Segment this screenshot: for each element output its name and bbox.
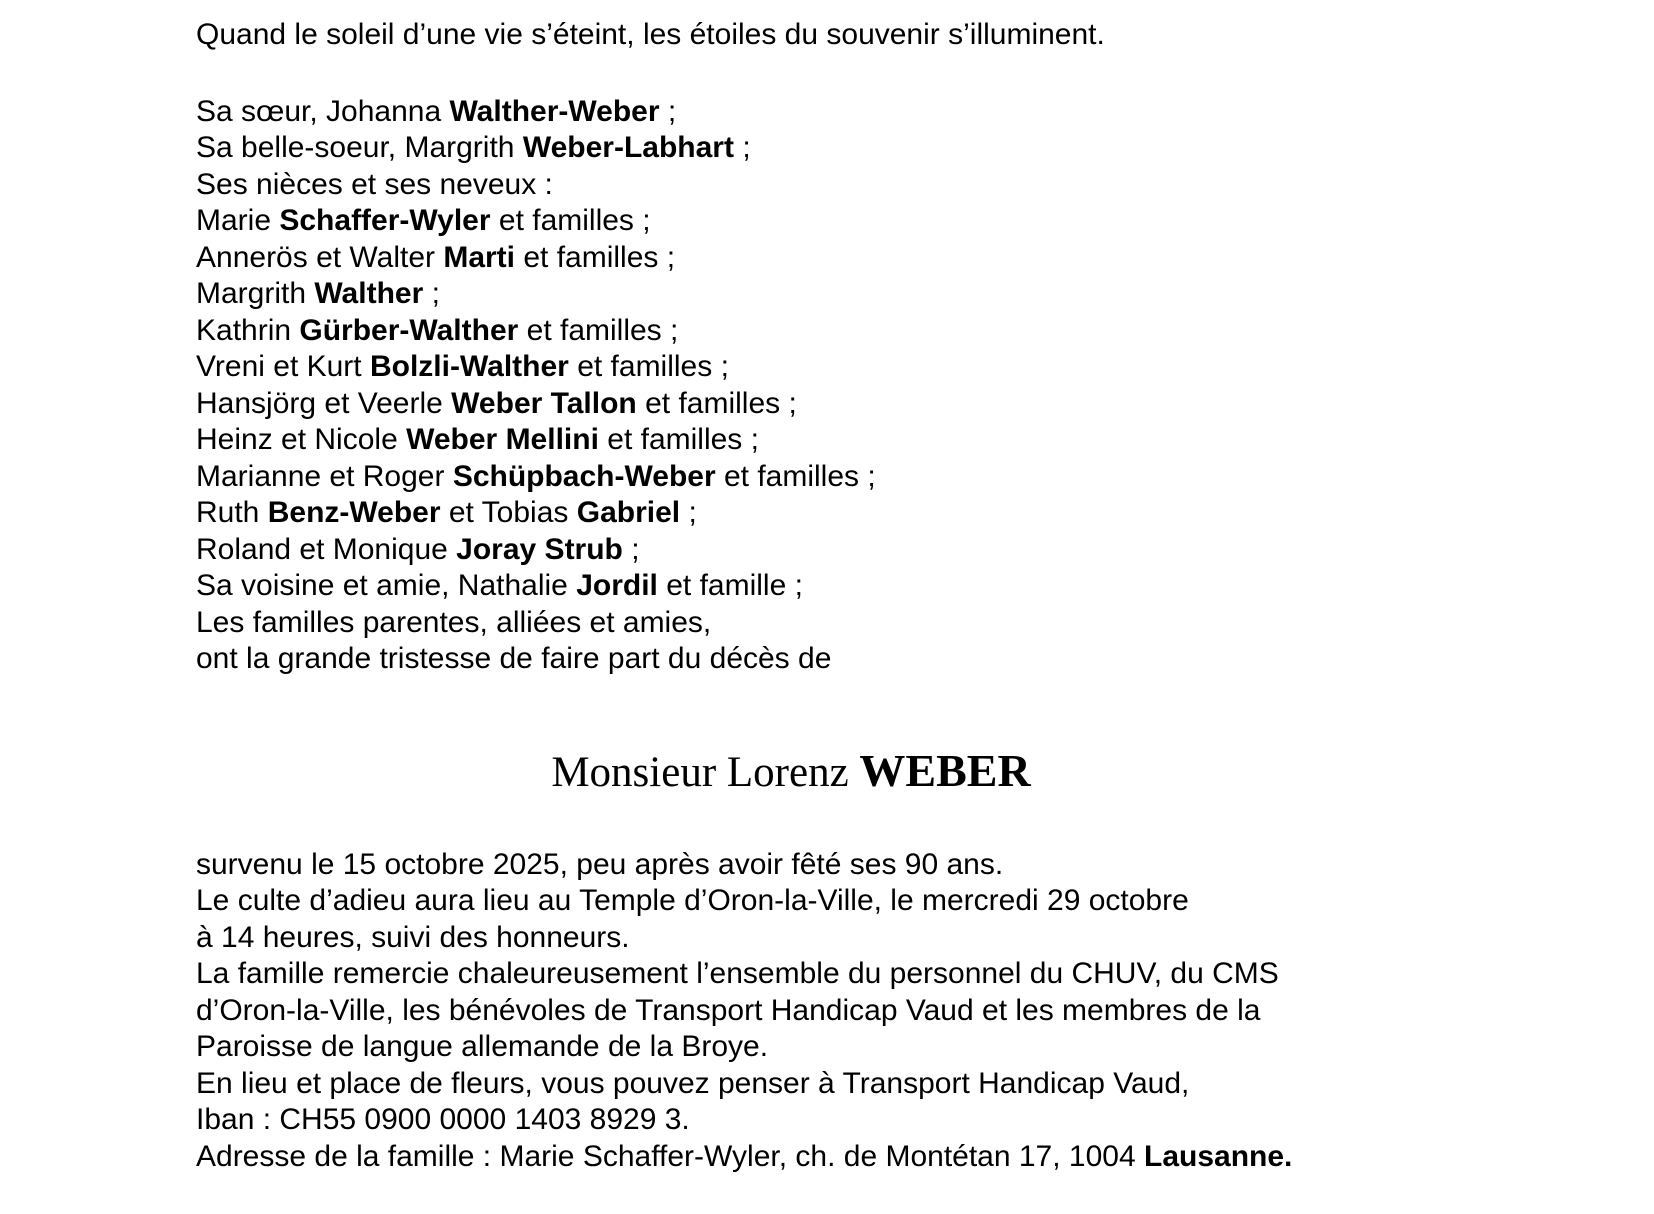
text-run: d’Oron-la-Ville, les bénévoles de Transport Handicap Vaud et les membres de la [196,993,1261,1027]
detail-line [196,920,1386,957]
text-run: Roland et Monique [196,532,457,566]
text-run: Marianne et Roger [196,459,453,493]
detail-line [196,993,1386,1030]
family-name-bold: Weber Mellini [406,423,599,456]
text-run: Sa belle-soeur, Margrith [196,131,523,164]
family-name-bold: Gürber-Walther [299,313,519,347]
mourner-line [196,605,1386,642]
detail-line [196,1102,1386,1139]
mourner-line [196,568,1386,605]
epigraph-line: Quand le soleil d’une vie s’éteint, les étoiles du souvenir s’illuminent. [196,18,1105,51]
text-run: En lieu et place de fleurs, vous pouvez penser à Transport Handicap Vaud, [196,1066,1190,1100]
document-content [196,17,1386,1175]
deceased-surname: WEBER [859,744,1031,796]
text-run: Heinz et Nicole [196,423,407,456]
detail-bold: Lausanne. [1144,1139,1293,1173]
text-run: et familles ; [636,386,797,420]
mourner-line [196,349,1386,386]
mourner-line [196,203,1386,240]
mourner-line [196,641,1386,678]
text-run: La famille remercie chaleureusement l’ensemble du personnel du CHUV, du CMS [196,957,1279,990]
mourner-line [196,240,1386,277]
mourner-line [196,532,1386,569]
detail-line [196,1139,1386,1176]
text-run: et Tobias [440,496,577,529]
text-run: et familles ; [568,350,729,383]
mourner-line [196,459,1386,496]
text-run: Paroisse de langue allemande de la Broye. [196,1030,769,1063]
mourner-line [196,130,1386,167]
detail-line [196,1066,1386,1103]
text-run: et famille ; [657,569,803,602]
family-name-bold: Marti [443,240,516,274]
mourner-line [196,167,1386,204]
text-run: et familles ; [598,423,759,456]
text-run: ; [733,131,751,164]
text-run: Sa sœur, Johanna [196,94,450,128]
text-run: et familles ; [715,459,876,493]
family-name-bold: Jordil [576,569,658,602]
mourner-line [196,313,1386,350]
text-run: Iban : CH55 0900 0000 1403 8929 3. [196,1103,690,1136]
funeral-details [196,847,1386,1176]
text-run: Margrith [196,277,315,310]
mourner-line [196,94,1386,131]
title-text-run: Monsieur Lorenz [551,748,860,796]
detail-line [196,847,1386,884]
family-name-bold: Weber Tallon [451,386,637,420]
family-name-bold: Walther [314,277,424,310]
mourner-line [196,386,1386,423]
text-run: Les familles parentes, alliées et amies, [196,605,712,639]
mourner-line [196,495,1386,532]
deceased-name-title [196,746,1386,798]
text-run: Sa voisine et amie, Nathalie [196,569,577,602]
family-name-bold: Schüpbach-Weber [452,459,716,493]
text-run: à 14 heures, suivi des honneurs. [196,920,630,954]
detail-line [196,956,1386,993]
text-run: ; [680,496,697,529]
text-run: Le culte d’adieu aura lieu au Temple d’Oron-la-Ville, le mercredi 29 octobre [196,884,1189,917]
text-run: Hansjörg et Veerle [196,386,452,420]
text-run: Adresse de la famille : Marie Schaffer-Wyler, ch. de Montétan 17, 1004 [196,1139,1144,1173]
family-name-bold: Bolzli-Walther [369,350,569,383]
text-run: survenu le 15 octobre 2025, peu après avoir fêté ses 90 ans. [196,847,1004,881]
family-name-bold: Gabriel [576,496,681,529]
text-run: Vreni et Kurt [196,350,370,383]
text-run: ; [659,94,677,128]
mourners-list [196,94,1386,678]
text-run: ; [622,532,640,566]
text-run: Annerös et Walter [196,240,444,274]
text-run: Ses nièces et ses neveux : [196,167,553,201]
detail-line [196,1029,1386,1066]
family-name-bold: Benz-Weber [267,496,441,529]
text-run: Marie [196,204,280,237]
text-run: Ruth [196,496,268,529]
text-run: et familles ; [518,313,679,347]
text-run: ; [423,277,440,310]
mourner-line [196,422,1386,459]
text-run: ont la grande tristesse de faire part du décès de [196,642,832,675]
detail-line [196,883,1386,920]
family-name-bold: Joray Strub [456,532,623,566]
text-run: Kathrin [196,313,300,347]
family-name-bold: Schaffer-Wyler [279,204,491,237]
family-name-bold: Walther-Weber [449,94,660,128]
family-name-bold: Weber-Labhart [522,131,734,164]
text-run: et familles ; [490,204,651,237]
mourner-line [196,276,1386,313]
text-run: et familles ; [515,240,676,274]
